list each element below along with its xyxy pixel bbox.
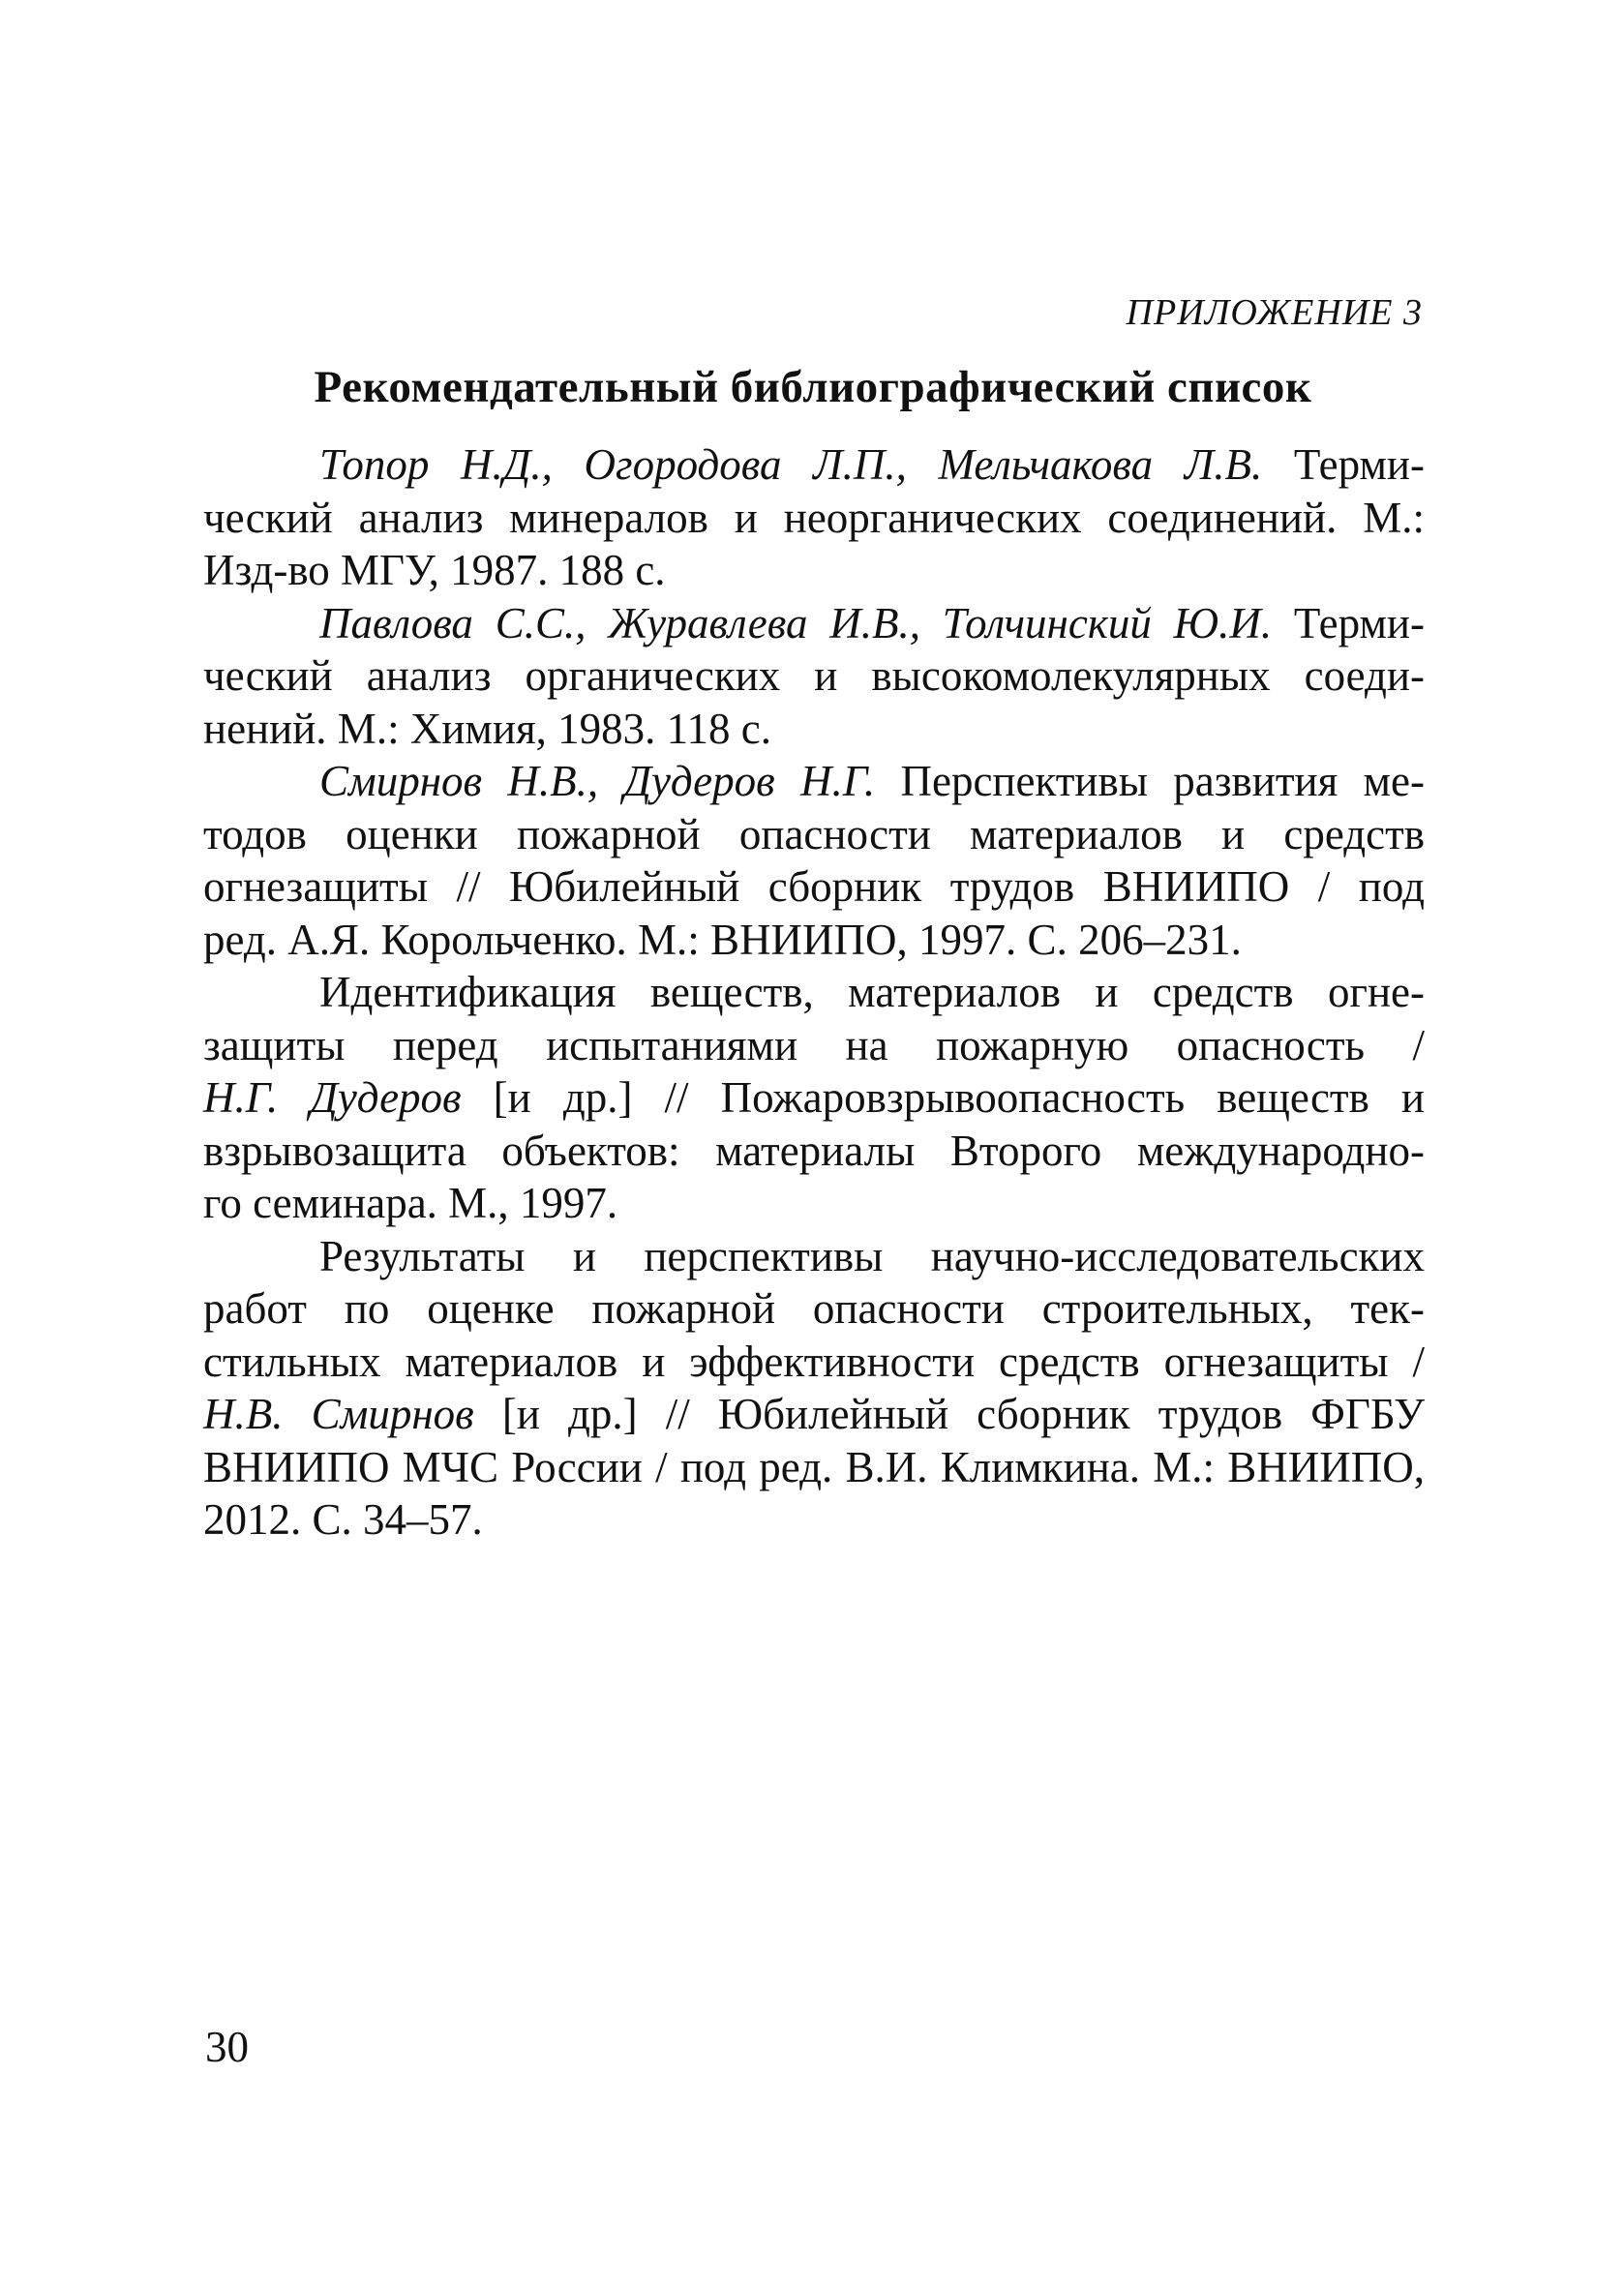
page-number: 30 xyxy=(205,2023,249,2071)
reference-item xyxy=(203,1230,1425,1547)
reference-line: Смирнов Н.В., Дудеров Н.Г. Перспективы развития ме- xyxy=(319,757,1425,805)
reference-line: ред. А.Я. Корольченко. М.: ВНИИПО, 1997. С. 206–231. xyxy=(203,915,1242,964)
reference-line: Результаты и перспективы научно-исследовательских xyxy=(319,1231,1425,1280)
reference-item xyxy=(203,597,1425,756)
reference-line: Изд-во МГУ, 1987. 188 с. xyxy=(203,546,666,594)
reference-item xyxy=(203,438,1425,597)
reference-authors: Павлова С.С., Журавлева И.В., Толчинский Ю.И. xyxy=(319,598,1273,647)
reference-item xyxy=(203,966,1425,1230)
appendix-label: ПРИЛОЖЕНИЕ 3 xyxy=(1126,292,1423,333)
reference-line: Идентификация веществ, материалов и средств огне- xyxy=(319,968,1425,1016)
reference-line: ческий анализ органических и высокомолекулярных соеди- xyxy=(203,651,1425,700)
reference-line: го семинара. М., 1997. xyxy=(203,1179,618,1227)
reference-line: тодов оценки пожарной опасности материалов и средств xyxy=(203,809,1425,858)
reference-authors: Смирнов Н.В., Дудеров Н.Г. xyxy=(319,757,876,805)
reference-item xyxy=(203,755,1425,966)
reference-line: защиты перед испытаниями на пожарную опасность / xyxy=(203,1020,1425,1069)
reference-line: работ по оценке пожарной опасности строительных, тек- xyxy=(203,1284,1425,1333)
page-title: Рекомендательный библиографический список xyxy=(314,362,1312,412)
reference-line: нений. М.: Химия, 1983. 118 с. xyxy=(203,704,771,753)
reference-authors: Н.Г. Дудеров xyxy=(203,1073,462,1122)
reference-authors: Н.В. Смирнов xyxy=(203,1390,474,1438)
reference-line: взрывозащита объектов: материалы Второго международно- xyxy=(203,1126,1425,1175)
reference-line: Н.Г. Дудеров [и др.] // Пожаровзрывоопасность веществ и xyxy=(203,1073,1425,1122)
reference-line: 2012. С. 34–57. xyxy=(203,1495,483,1544)
reference-line: стильных материалов и эффективности средств огнезащиты / xyxy=(203,1337,1425,1386)
reference-line: ческий анализ минералов и неорганических соединений. М.: xyxy=(203,493,1425,542)
reference-line: Топор Н.Д., Огородова Л.П., Мельчакова Л.В. Терми- xyxy=(319,440,1425,489)
reference-line: Павлова С.С., Журавлева И.В., Толчинский Ю.И. Терми- xyxy=(319,598,1425,647)
reference-line: огнезащиты // Юбилейный сборник трудов ВНИИПО / под xyxy=(203,862,1425,911)
reference-authors: Топор Н.Д., Огородова Л.П., Мельчакова Л.В. xyxy=(319,440,1263,489)
reference-line: ВНИИПО МЧС России / под ред. В.И. Климкина. М.: ВНИИПО, xyxy=(203,1442,1425,1491)
bibliography-list xyxy=(203,438,1425,1547)
reference-line: Н.В. Смирнов [и др.] // Юбилейный сборник трудов ФГБУ xyxy=(203,1390,1425,1438)
